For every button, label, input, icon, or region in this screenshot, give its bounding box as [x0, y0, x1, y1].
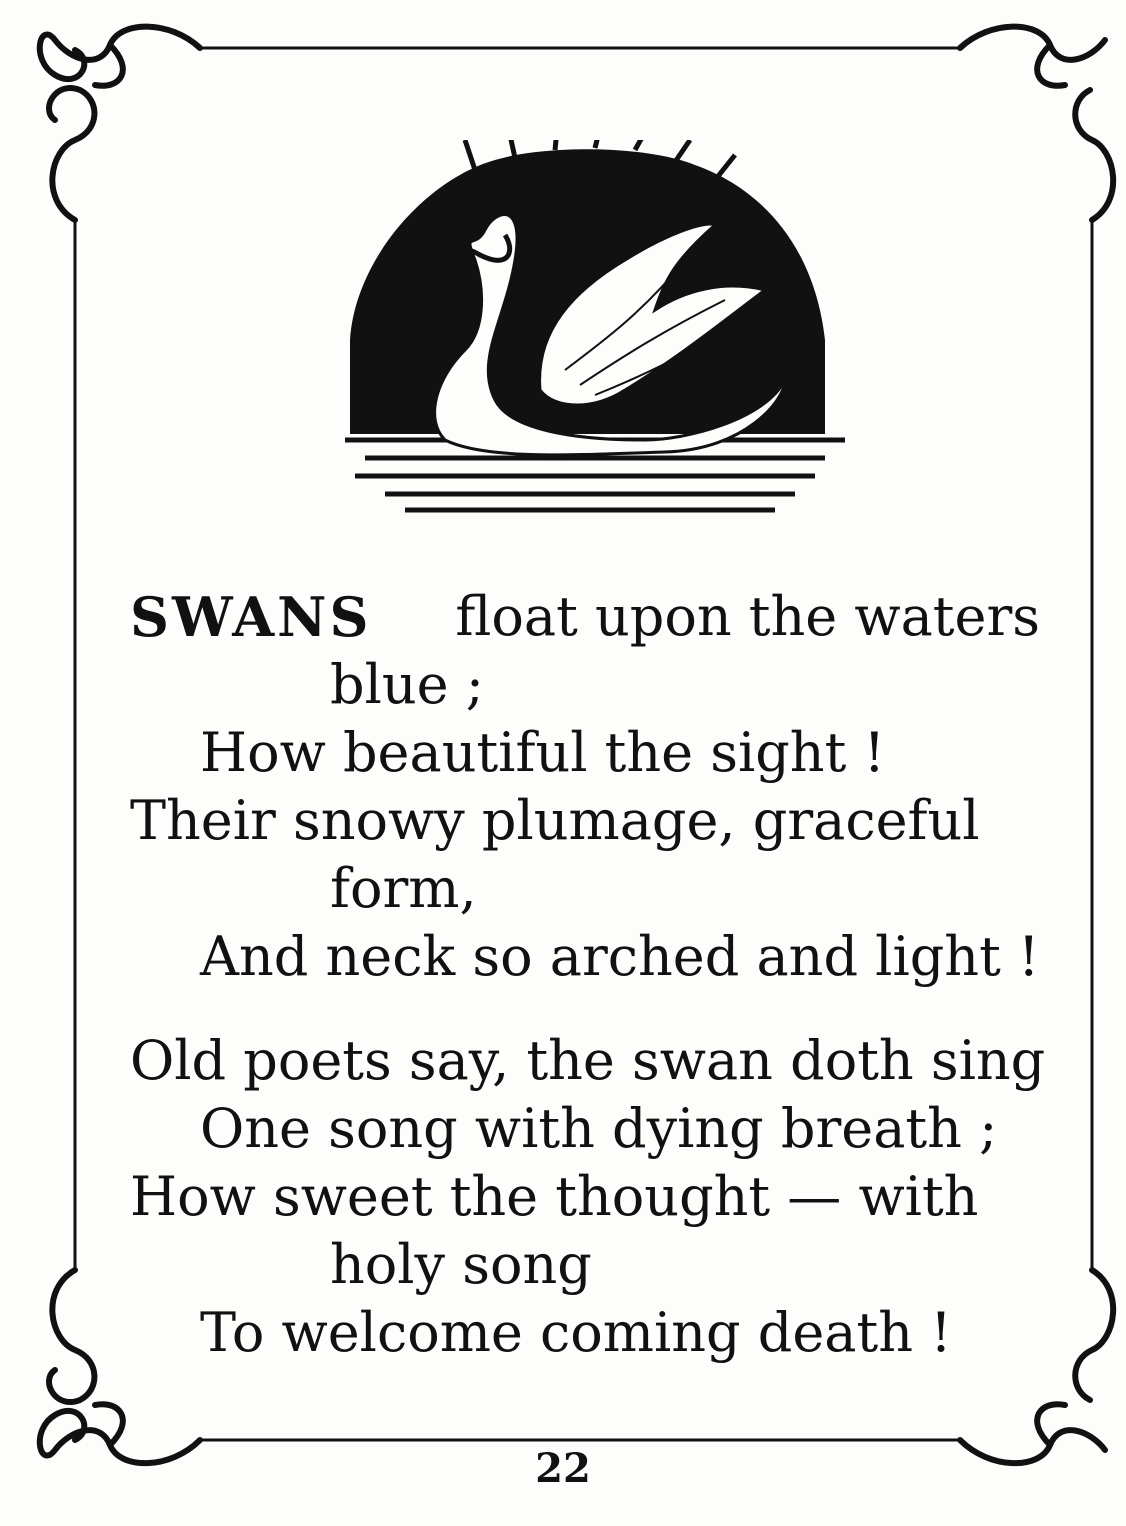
page-number: 22 [535, 1445, 591, 1492]
stanza1-line1-cont: blue ; [330, 653, 484, 716]
drop-word: SWANS [130, 585, 372, 649]
corner-ornament-top-right [960, 27, 1113, 220]
corner-ornament-top-left [40, 27, 200, 220]
stanza2-line3: How sweet the thought — with [130, 1165, 979, 1228]
stanza1-line1-rest: float upon the waters [455, 585, 1040, 648]
stanza1-line3-cont: form, [330, 857, 477, 920]
stanza2-line1: Old poets say, the swan doth sing [130, 1029, 1046, 1092]
poem [130, 583, 1046, 1367]
stanza1-line3: Their snowy plumage, graceful [130, 789, 980, 852]
stanza2-line2: One song with dying breath ; [200, 1097, 998, 1160]
stanza-gap [130, 991, 1040, 1027]
stanza1-line1 [130, 583, 1040, 651]
stanza2-line4: To welcome coming death ! [200, 1301, 952, 1364]
swan-illustration [345, 140, 845, 520]
stanza2-line3-cont: holy song [330, 1233, 592, 1296]
stanza1-line4: And neck so arched and light ! [200, 925, 1040, 988]
stanza1-line2: How beautiful the sight ! [200, 721, 886, 784]
